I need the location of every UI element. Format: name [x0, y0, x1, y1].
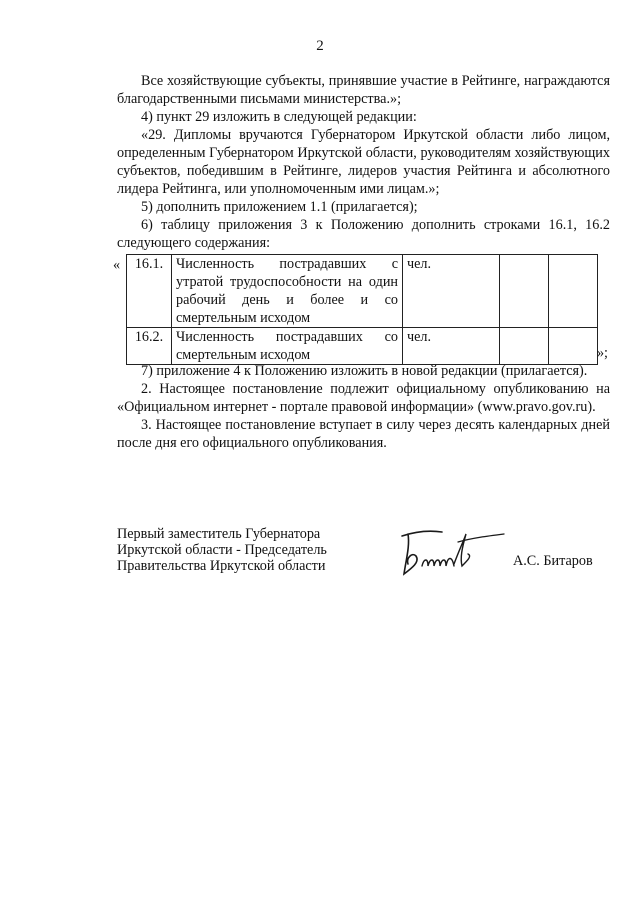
paragraph-awards-letters: Все хозяйствующие субъекты, принявшие участие в Рейтинге, награждаются благодарственными письмами министерства.»; [117, 73, 610, 107]
table-cell-unit: чел. [403, 255, 500, 328]
table-cell-num: 16.1. [127, 255, 172, 328]
paragraph-item-5: 5) дополнить приложением 1.1 (прилагается); [141, 199, 418, 215]
table-row [127, 255, 598, 328]
table-row [127, 328, 598, 365]
signer-name: А.С. Битаров [513, 553, 593, 569]
table-cell-empty [549, 328, 598, 365]
inserted-table-block [113, 252, 610, 363]
paragraph-diplomas: «29. Дипломы вручаются Губернатором Иркутской области либо лицом, определенным Губернатором Иркутской области, руководителям хозяйствующих субъектов, победившим в Рейтинге, лидеров участия Рейтинга и абсолютного лидера Рейтинга, или уполномоченным ими лицам.»; [117, 127, 610, 197]
signatory-position-line: Первый заместитель Губернатора [117, 526, 321, 542]
table-cell-empty [500, 255, 549, 328]
paragraph-publication: 2. Настоящее постановление подлежит официальному опубликованию на «Официальном интернет - портале правовой информации» (www.pravo.gov.ru). [117, 381, 610, 415]
table-close-quote: »; [596, 345, 608, 361]
table-cell-name: Численность пострадавших со смертельным исходом [172, 328, 403, 365]
paragraph-effective-date: 3. Настоящее постановление вступает в силу через десять календарных дней после дня его официального опубликования. [117, 417, 610, 451]
table-cell-unit: чел. [403, 328, 500, 365]
signatory-position-line: Иркутской области - Председатель [117, 542, 327, 558]
table-cell-num: 16.2. [127, 328, 172, 365]
paragraph-item-4: 4) пункт 29 изложить в следующей редакции: [141, 109, 417, 125]
table-open-quote: « [113, 257, 121, 273]
paragraph-item-6: 6) таблицу приложения 3 к Положению дополнить строками 16.1, 16.2 следующего содержания: [117, 217, 610, 251]
table-cell-name: Численность пострадавших с утратой трудоспособности на один рабочий день и более и со смертельным исходом [172, 255, 403, 328]
inserted-table [126, 254, 598, 365]
page-number: 2 [316, 38, 324, 54]
signatory-position [117, 526, 327, 574]
table-cell-empty [500, 328, 549, 365]
table-cell-empty [549, 255, 598, 328]
handwritten-signature [398, 528, 508, 584]
paragraph-item-7: 7) приложение 4 к Положению изложить в новой редакции (прилагается). [141, 363, 588, 379]
document-body [113, 72, 610, 452]
signatory-position-line: Правительства Иркутской области [117, 558, 326, 574]
